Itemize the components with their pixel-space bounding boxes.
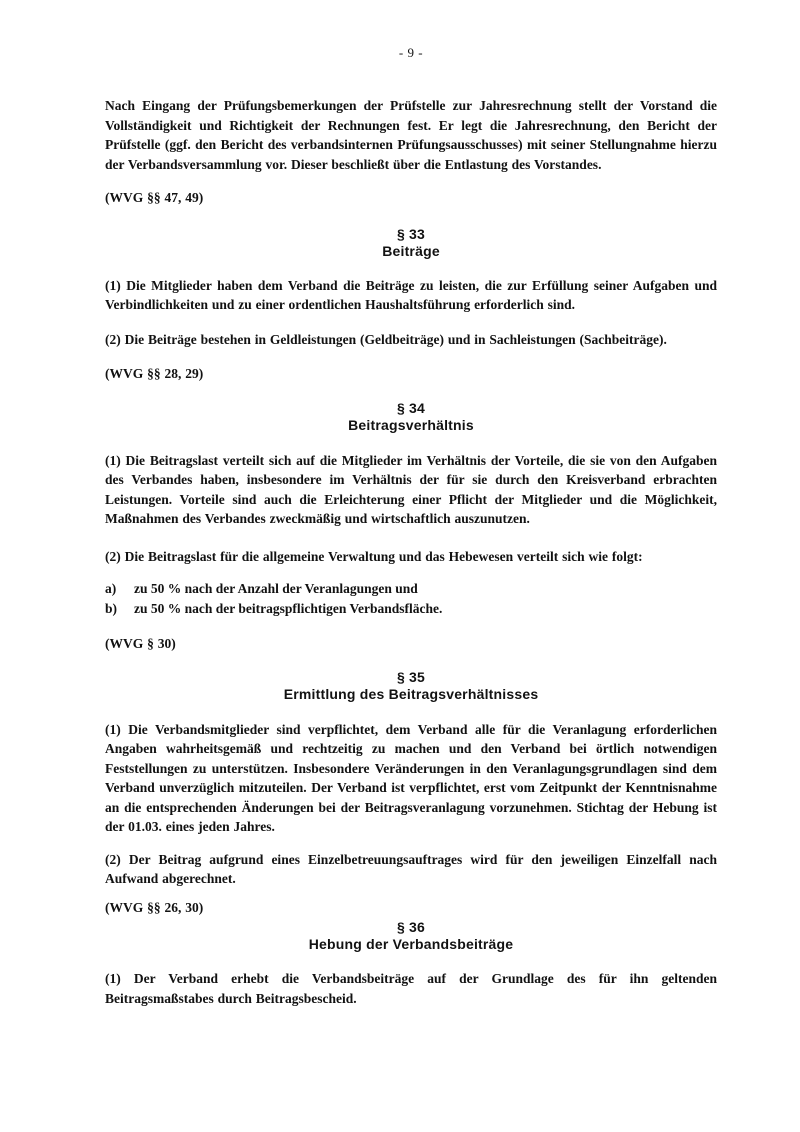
intro-paragraph: Nach Eingang der Prüfungsbemerkungen der Prüfstelle zur Jahresrechnung stellt der Vorstand die Vollständigkeit und Richtigkeit der Rechnungen fest. Er legt die Jahresrechnung, den Bericht der Prüfstelle (ggf. den Bericht des verbandsinternen Prüfungsausschusses) mit seiner Stellungnahme hierzu der Verbandsversammlung vor. Dieser beschließt über die Entlastung des Vorstandes. bbox=[105, 98, 717, 172]
section-title: Beiträge bbox=[382, 242, 440, 259]
list-text: zu 50 % nach der Anzahl der Veranlagungen und bbox=[134, 581, 418, 596]
list-item bbox=[105, 599, 717, 619]
section-number: § 35 bbox=[396, 668, 426, 685]
section-number: § 36 bbox=[396, 919, 426, 935]
list-item bbox=[105, 579, 717, 599]
list-text: zu 50 % nach der beitragspflichtigen Verbandsfläche. bbox=[134, 601, 443, 616]
list-marker: b) bbox=[105, 601, 118, 616]
paragraph: (2) Die Beiträge bestehen in Geldleistungen (Geldbeiträge) und in Sachleistungen (Sachbeiträge). bbox=[105, 331, 667, 347]
paragraph: (1) Die Verbandsmitglieder sind verpflichtet, dem Verband alle für die Veranlagung erforderlichen Angaben wahrheitsgemäß und rechtzeitig zu machen und den Verband bei örtlich notwendigen Feststellungen zu unterstützen. Insbesondere Veränderungen in den Veranlagungsgrundlagen sind dem Verband unverzüglich mitzuteilen. Der Verband ist verpflichtet, erst vom Zeitpunkt der Kenntnisnahme an die entsprechenden Änderungen bei der Beitragsveranlagung vorzunehmen. Stichtag der Hebung ist der 01.03. eines jeden Jahres. bbox=[105, 721, 717, 834]
section-title: Ermittlung des Beitragsverhältnisses bbox=[283, 685, 539, 702]
wvg-reference: (WVG § 30) bbox=[105, 636, 176, 651]
wvg-reference: (WVG §§ 28, 29) bbox=[105, 366, 204, 381]
section-33-heading bbox=[105, 226, 717, 260]
paragraph: (2) Der Beitrag aufgrund eines Einzelbetreuungsauftrages wird für den jeweiligen Einzelfall nach Aufwand abgerechnet. bbox=[105, 851, 717, 886]
paragraph: (1) Die Mitglieder haben dem Verband die Beiträge zu leisten, die zur Erfüllung seiner Aufgaben und Verbindlichkeiten und zu einer ordentlichen Haushaltsführung erforderlich sind. bbox=[105, 277, 717, 312]
section-34-heading bbox=[105, 400, 717, 434]
section-title: Hebung der Verbandsbeiträge bbox=[308, 936, 514, 952]
section-number: § 33 bbox=[396, 225, 426, 242]
paragraph: (2) Die Beitragslast für die allgemeine Verwaltung und das Hebewesen verteilt sich wie folgt: bbox=[105, 548, 643, 564]
page-number: - 9 - bbox=[398, 45, 424, 60]
section-35-heading bbox=[105, 669, 717, 703]
wvg-reference: (WVG §§ 47, 49) bbox=[105, 190, 204, 205]
wvg-reference: (WVG §§ 26, 30) bbox=[105, 899, 204, 915]
list-marker: a) bbox=[105, 581, 117, 596]
paragraph: (1) Die Beitragslast verteilt sich auf die Mitglieder im Verhältnis der Vorteile, die sie von den Aufgaben des Verbandes haben, insbesondere im Verhältnis der für sie durch den Kreisverband erbrachten Leistungen. Vorteile sind auch die Erleichterung einer Pflicht der Mitglieder und die Möglichkeit, Maßnahmen des Verbandes zweckmäßig und wirtschaftlich auszunutzen. bbox=[105, 452, 717, 526]
section-36-heading bbox=[105, 919, 717, 953]
criteria-list bbox=[105, 579, 717, 619]
paragraph: (1) Der Verband erhebt die Verbandsbeiträge auf der Grundlage des für ihn geltenden Beitragsmaßstabes durch Beitragsbescheid. bbox=[105, 971, 717, 1006]
section-number: § 34 bbox=[396, 399, 426, 416]
section-title: Beitragsverhältnis bbox=[348, 416, 474, 433]
